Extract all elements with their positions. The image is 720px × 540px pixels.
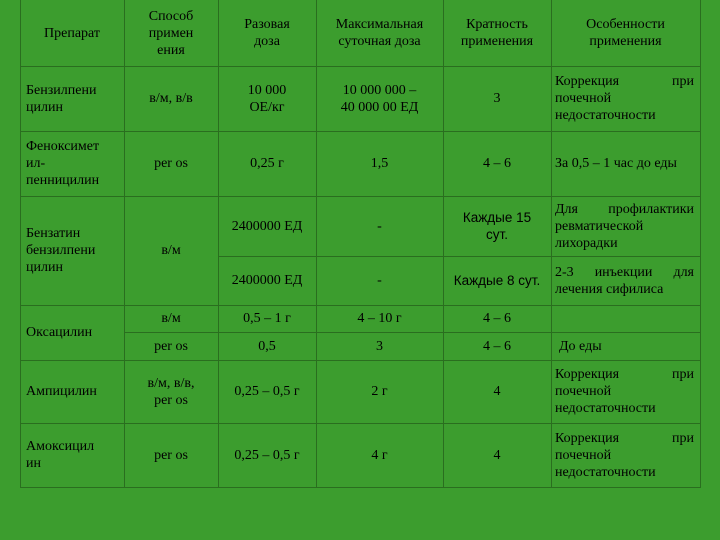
row-max-daily-dose: 4 – 10 г bbox=[357, 311, 402, 326]
header-drug: Препарат bbox=[44, 25, 100, 41]
grid-line bbox=[700, 0, 701, 487]
header-route: Способ примен ения bbox=[148, 8, 194, 58]
header-frequency: Кратность применения bbox=[460, 17, 534, 49]
row-frequency: 4 – 6 bbox=[483, 156, 511, 171]
row-drug: Оксацилин bbox=[26, 325, 93, 340]
row-single-dose: 10 000 ОЕ/кг bbox=[247, 82, 287, 115]
row-single-dose: 0,25 – 0,5 г bbox=[234, 384, 300, 399]
row-single-dose: 0,5 bbox=[258, 338, 276, 354]
grid-line bbox=[20, 487, 701, 488]
row-drug: Амоксицил ин bbox=[26, 439, 95, 471]
row-frequency: Каждые 15 сут. bbox=[462, 210, 532, 242]
row-frequency: 4 bbox=[493, 447, 501, 463]
row-route: в/м bbox=[161, 243, 181, 258]
row-route: per os bbox=[154, 338, 188, 354]
row-features: Коррекция при почечной недостаточности bbox=[555, 430, 694, 480]
row-frequency: 4 bbox=[493, 384, 501, 399]
row-max-daily-dose: 10 000 000 – 40 000 00 ЕД bbox=[340, 82, 419, 115]
header-max-daily-dose: Максимальная суточная доза bbox=[335, 17, 424, 49]
header-single-dose: Разовая доза bbox=[244, 17, 290, 49]
row-features: Коррекция при почечной недостаточности bbox=[555, 367, 694, 416]
row-single-dose: 2400000 ЕД bbox=[231, 273, 303, 288]
row-drug: Феноксимет ил- пенницилин bbox=[26, 139, 100, 188]
row-single-dose: 2400000 ЕД bbox=[231, 218, 303, 234]
row-features: Для профилактики ревматической лихорадки bbox=[555, 201, 694, 251]
row-max-daily-dose: 1,5 bbox=[370, 156, 389, 171]
row-drug: Бензилпени цилин bbox=[26, 82, 97, 115]
row-frequency: Каждые 8 сут. bbox=[453, 273, 541, 288]
row-route: в/м, в/в, per os bbox=[147, 375, 195, 408]
row-features: До еды bbox=[559, 338, 602, 354]
row-drug: Ампицилин bbox=[26, 384, 97, 399]
row-route: в/м bbox=[161, 311, 181, 326]
row-route: в/м, в/в bbox=[149, 91, 193, 106]
row-features: Коррекция при почечной недостаточности bbox=[555, 74, 694, 123]
row-single-dose: 0,5 – 1 г bbox=[243, 311, 291, 326]
row-max-daily-dose: 4 г bbox=[371, 447, 388, 463]
row-features: За 0,5 – 1 час до еды bbox=[555, 156, 677, 171]
row-route: per os bbox=[154, 447, 188, 463]
row-route: per os bbox=[154, 156, 188, 171]
header-features: Особенности применения bbox=[586, 17, 665, 49]
row-max-daily-dose: 2 г bbox=[371, 384, 388, 399]
row-single-dose: 0,25 г bbox=[250, 156, 284, 171]
row-features: 2-3 инъекции для лечения сифилиса bbox=[555, 264, 694, 297]
row-frequency: 4 – 6 bbox=[483, 338, 511, 354]
row-frequency: 3 bbox=[493, 91, 501, 106]
row-single-dose: 0,25 – 0,5 г bbox=[234, 447, 300, 463]
row-max-daily-dose: 3 bbox=[376, 338, 383, 354]
row-max-daily-dose: - bbox=[377, 218, 382, 234]
row-drug: Бензатин бензилпени цилин bbox=[26, 226, 96, 275]
row-max-daily-dose: - bbox=[377, 273, 382, 288]
row-frequency: 4 – 6 bbox=[483, 311, 511, 326]
